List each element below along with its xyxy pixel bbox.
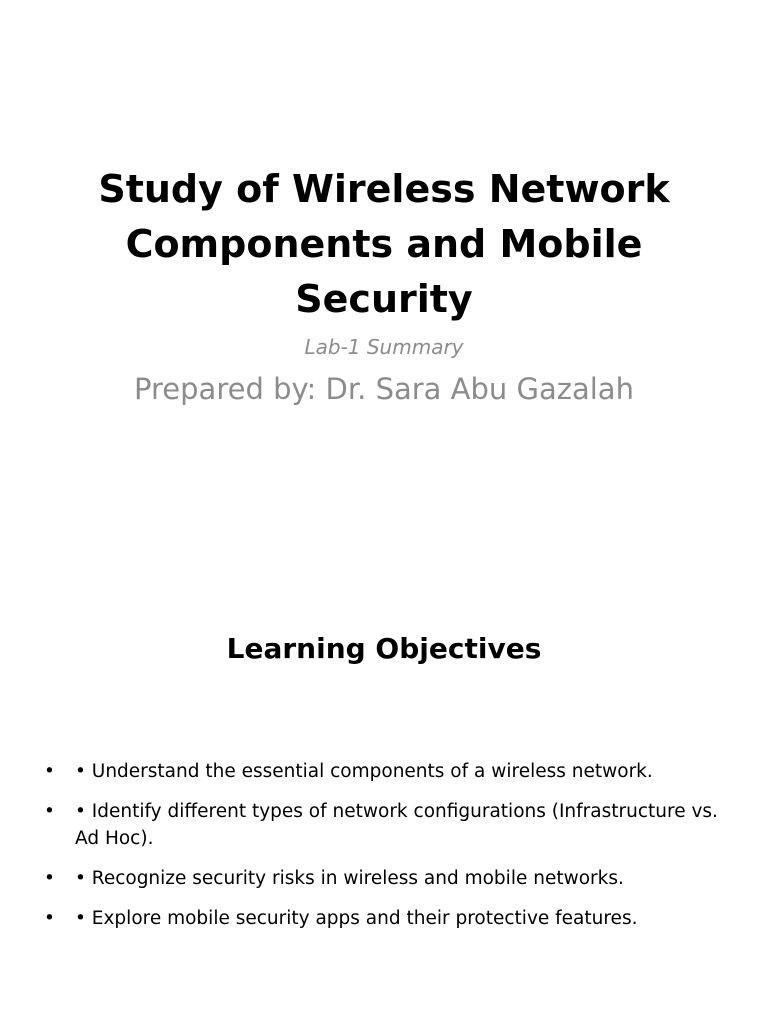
list-item [42, 905, 722, 932]
bullet-icon: • [44, 761, 55, 782]
bullet-icon: • [44, 801, 55, 822]
list-item [42, 798, 722, 852]
author-line: Prepared by: Dr. Sara Abu Gazalah [134, 372, 634, 406]
objectives-slide [0, 512, 768, 1024]
list-item [42, 758, 722, 785]
bullet-icon: • [44, 908, 55, 929]
objectives-list [42, 758, 722, 945]
list-item-text: • Explore mobile security apps and their protective features. [75, 908, 638, 929]
list-item-text: • Understand the essential components of a wireless network. [75, 761, 653, 782]
slide-title: Study of Wireless Network Components and Mobile Security [98, 167, 670, 321]
list-item-text: • Recognize security risks in wireless and mobile networks. [75, 868, 624, 889]
list-item-text: • Identify different types of network configurations (Infrastructure vs. Ad Hoc). [75, 801, 718, 849]
objectives-heading: Learning Objectives [226, 632, 542, 665]
slide-subtitle: Lab-1 Summary [304, 335, 464, 359]
list-item [42, 865, 722, 892]
bullet-icon: • [44, 868, 55, 889]
